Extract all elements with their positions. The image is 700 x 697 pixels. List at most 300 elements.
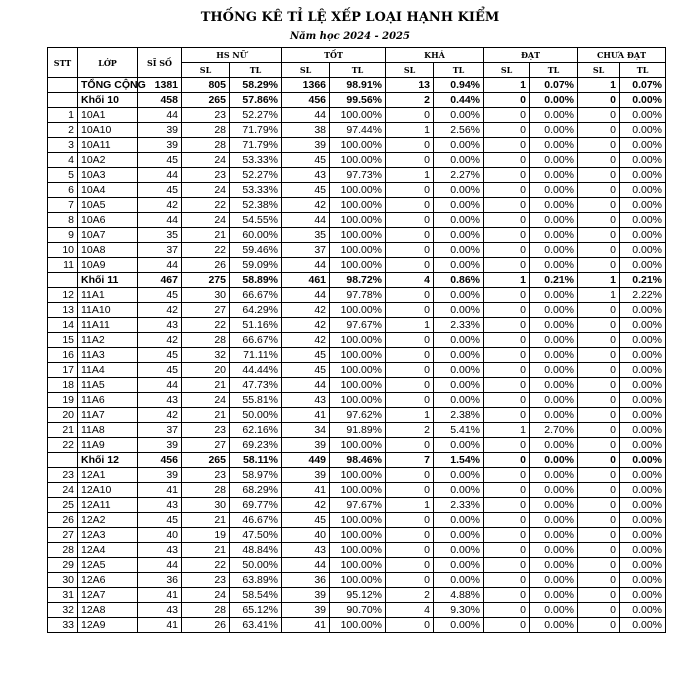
header-lop: LỚP [78,48,138,78]
header-tot: TỐT [282,48,386,63]
row-fail-rate: 0.00% [620,153,666,168]
row-pass-count: 1 [484,78,530,93]
row-pass-rate: 0.00% [530,438,578,453]
row-pass-rate: 2.70% [530,423,578,438]
row-stt: 18 [48,378,78,393]
row-fair-count: 4 [386,603,434,618]
header-row-top [48,48,666,63]
row-pass-count: 0 [484,543,530,558]
row-fair-rate: 0.00% [434,213,484,228]
row-pass-rate: 0.00% [530,333,578,348]
row-fail-rate: 0.00% [620,528,666,543]
header-cd-tl: TL [620,63,666,78]
row-female-rate: 63.89% [230,573,282,588]
row-fair-count: 1 [386,168,434,183]
row-pass-rate: 0.00% [530,363,578,378]
row-female-rate: 69.23% [230,438,282,453]
row-female-rate: 71.79% [230,138,282,153]
row-si-so: 43 [138,498,182,513]
row-female-rate: 52.27% [230,108,282,123]
row-female-rate: 62.16% [230,423,282,438]
row-fail-rate: 0.00% [620,483,666,498]
row-si-so: 45 [138,348,182,363]
row-class-name: 11A8 [78,423,138,438]
row-good-rate: 100.00% [330,393,386,408]
row-fail-count: 0 [578,468,620,483]
row-fail-count: 0 [578,543,620,558]
table-row [48,618,666,633]
row-stt: 32 [48,603,78,618]
row-class-name: 12A8 [78,603,138,618]
row-fair-count: 2 [386,588,434,603]
row-fair-count: 0 [386,108,434,123]
row-fail-rate: 0.00% [620,303,666,318]
table-row [48,198,666,213]
row-pass-rate: 0.00% [530,93,578,108]
row-fail-rate: 0.00% [620,603,666,618]
row-stt: 6 [48,183,78,198]
row-fair-count: 0 [386,288,434,303]
row-good-count: 41 [282,618,330,633]
row-good-rate: 100.00% [330,228,386,243]
row-class-name: 12A3 [78,528,138,543]
row-pass-count: 0 [484,468,530,483]
row-female-count: 23 [182,468,230,483]
table-row [48,333,666,348]
row-stt: 8 [48,213,78,228]
row-fail-count: 0 [578,318,620,333]
row-female-count: 21 [182,228,230,243]
table-row [48,348,666,363]
row-good-count: 44 [282,108,330,123]
row-good-rate: 95.12% [330,588,386,603]
row-class-name: 11A9 [78,438,138,453]
row-female-rate: 53.33% [230,153,282,168]
row-si-so: 45 [138,153,182,168]
row-si-so: 39 [138,438,182,453]
row-class-name: 12A2 [78,513,138,528]
row-good-rate: 100.00% [330,618,386,633]
row-pass-count: 0 [484,573,530,588]
row-fail-rate: 0.21% [620,273,666,288]
table-row [48,258,666,273]
row-female-rate: 69.77% [230,498,282,513]
row-class-name: 12A10 [78,483,138,498]
row-fail-rate: 0.00% [620,618,666,633]
row-fair-rate: 0.00% [434,303,484,318]
row-stt: 31 [48,588,78,603]
row-good-count: 45 [282,513,330,528]
row-stt: 22 [48,438,78,453]
table-row [48,573,666,588]
row-pass-count: 0 [484,588,530,603]
row-stt: 20 [48,408,78,423]
grade-group-row [48,273,666,288]
row-good-rate: 97.44% [330,123,386,138]
row-good-rate: 100.00% [330,198,386,213]
row-good-count: 41 [282,408,330,423]
row-fail-rate: 0.00% [620,333,666,348]
row-fair-rate: 1.54% [434,453,484,468]
row-class-name: 11A6 [78,393,138,408]
row-class-name: 11A4 [78,363,138,378]
row-class-name: Khối 10 [78,93,138,108]
row-female-rate: 65.12% [230,603,282,618]
header-kha: KHÁ [386,48,484,63]
row-fair-count: 1 [386,318,434,333]
row-female-rate: 66.67% [230,288,282,303]
row-stt: 4 [48,153,78,168]
row-fair-count: 0 [386,543,434,558]
row-pass-count: 0 [484,303,530,318]
row-fail-rate: 0.00% [620,123,666,138]
row-pass-count: 0 [484,558,530,573]
row-fail-count: 0 [578,588,620,603]
row-pass-count: 0 [484,198,530,213]
table-header [48,48,666,78]
table-row [48,123,666,138]
row-female-count: 22 [182,198,230,213]
row-fair-rate: 0.94% [434,78,484,93]
table-row [48,213,666,228]
row-stt: 11 [48,258,78,273]
row-si-so: 39 [138,138,182,153]
row-fail-count: 1 [578,273,620,288]
row-class-name: 10A7 [78,228,138,243]
row-female-rate: 59.09% [230,258,282,273]
row-fair-count: 0 [386,258,434,273]
row-female-rate: 59.46% [230,243,282,258]
row-good-count: 43 [282,168,330,183]
row-stt: 25 [48,498,78,513]
row-good-rate: 100.00% [330,483,386,498]
row-fair-rate: 4.88% [434,588,484,603]
row-class-name: 12A1 [78,468,138,483]
row-si-so: 37 [138,423,182,438]
row-pass-count: 0 [484,393,530,408]
row-fail-count: 0 [578,243,620,258]
table-row [48,543,666,558]
row-good-rate: 100.00% [330,543,386,558]
row-fair-count: 0 [386,483,434,498]
header-nu-sl: SL [182,63,230,78]
row-pass-rate: 0.00% [530,318,578,333]
row-female-count: 27 [182,303,230,318]
row-fail-rate: 0.00% [620,498,666,513]
row-good-count: 449 [282,453,330,468]
row-pass-rate: 0.00% [530,603,578,618]
row-pass-count: 0 [484,168,530,183]
row-pass-count: 0 [484,363,530,378]
row-fail-count: 0 [578,213,620,228]
row-class-name: 11A7 [78,408,138,423]
row-fair-rate: 0.00% [434,378,484,393]
row-fair-count: 0 [386,153,434,168]
header-nu-tl: TL [230,63,282,78]
row-female-rate: 71.11% [230,348,282,363]
row-stt: 14 [48,318,78,333]
table-row [48,603,666,618]
row-fair-rate: 0.00% [434,363,484,378]
row-fail-count: 0 [578,183,620,198]
row-female-count: 28 [182,483,230,498]
row-female-count: 26 [182,258,230,273]
row-fair-rate: 0.00% [434,558,484,573]
row-class-name: TỔNG CỘNG [78,78,138,93]
row-si-so: 1381 [138,78,182,93]
row-fail-rate: 0.00% [620,393,666,408]
row-class-name: 10A8 [78,243,138,258]
row-good-count: 45 [282,183,330,198]
row-female-rate: 60.00% [230,228,282,243]
row-fair-rate: 0.00% [434,573,484,588]
row-stt: 19 [48,393,78,408]
header-stt: STT [48,48,78,78]
row-si-so: 45 [138,513,182,528]
row-good-count: 39 [282,438,330,453]
row-fair-rate: 0.00% [434,138,484,153]
row-pass-count: 0 [484,378,530,393]
row-female-count: 275 [182,273,230,288]
row-good-rate: 100.00% [330,468,386,483]
row-pass-count: 0 [484,438,530,453]
row-fair-rate: 5.41% [434,423,484,438]
row-si-so: 45 [138,288,182,303]
row-female-count: 24 [182,153,230,168]
row-good-rate: 97.67% [330,498,386,513]
row-fail-rate: 0.00% [620,423,666,438]
row-female-rate: 68.29% [230,483,282,498]
row-fair-count: 0 [386,363,434,378]
row-pass-rate: 0.00% [530,303,578,318]
row-pass-count: 0 [484,138,530,153]
row-pass-rate: 0.00% [530,183,578,198]
row-good-rate: 100.00% [330,558,386,573]
row-fair-rate: 9.30% [434,603,484,618]
row-fair-rate: 2.33% [434,498,484,513]
row-si-so: 37 [138,243,182,258]
row-fail-rate: 0.00% [620,108,666,123]
row-good-rate: 98.72% [330,273,386,288]
row-fail-count: 0 [578,618,620,633]
row-good-rate: 100.00% [330,153,386,168]
header-dat-tl: TL [530,63,578,78]
row-fair-count: 0 [386,573,434,588]
row-fair-rate: 0.00% [434,258,484,273]
row-fail-count: 0 [578,333,620,348]
row-good-rate: 91.89% [330,423,386,438]
row-fail-rate: 0.00% [620,348,666,363]
row-pass-rate: 0.00% [530,483,578,498]
row-good-count: 44 [282,558,330,573]
row-good-count: 461 [282,273,330,288]
row-female-count: 24 [182,213,230,228]
row-fair-rate: 0.00% [434,543,484,558]
row-fair-rate: 0.00% [434,348,484,363]
table-row [48,408,666,423]
row-fail-count: 0 [578,378,620,393]
row-fair-count: 0 [386,393,434,408]
row-stt: 10 [48,243,78,258]
row-female-count: 28 [182,333,230,348]
header-tot-sl: SL [282,63,330,78]
row-fair-rate: 0.00% [434,108,484,123]
row-pass-count: 0 [484,318,530,333]
row-fail-count: 0 [578,123,620,138]
row-stt: 30 [48,573,78,588]
row-pass-count: 0 [484,108,530,123]
row-good-rate: 100.00% [330,303,386,318]
row-female-rate: 71.79% [230,123,282,138]
row-stt [48,453,78,468]
table-row [48,588,666,603]
total-row [48,78,666,93]
row-fail-count: 0 [578,438,620,453]
row-class-name: 10A1 [78,108,138,123]
row-class-name: 11A11 [78,318,138,333]
row-good-count: 39 [282,468,330,483]
row-fail-count: 0 [578,303,620,318]
row-stt: 26 [48,513,78,528]
row-fail-rate: 0.00% [620,588,666,603]
row-female-count: 24 [182,183,230,198]
row-pass-count: 0 [484,183,530,198]
row-female-rate: 63.41% [230,618,282,633]
row-si-so: 41 [138,483,182,498]
row-pass-count: 0 [484,483,530,498]
header-cd-sl: SL [578,63,620,78]
row-good-rate: 100.00% [330,438,386,453]
row-fail-rate: 0.00% [620,453,666,468]
row-stt: 3 [48,138,78,153]
row-female-count: 19 [182,528,230,543]
row-female-rate: 51.16% [230,318,282,333]
row-pass-rate: 0.00% [530,243,578,258]
row-fail-count: 0 [578,153,620,168]
row-si-so: 39 [138,123,182,138]
row-female-rate: 46.67% [230,513,282,528]
table-row [48,228,666,243]
row-fair-rate: 0.00% [434,468,484,483]
row-stt: 5 [48,168,78,183]
row-pass-rate: 0.00% [530,588,578,603]
row-good-rate: 100.00% [330,513,386,528]
row-good-count: 456 [282,93,330,108]
row-pass-count: 0 [484,213,530,228]
row-pass-count: 0 [484,153,530,168]
row-class-name: 11A3 [78,348,138,363]
row-good-count: 43 [282,393,330,408]
row-fair-count: 0 [386,303,434,318]
row-female-count: 22 [182,318,230,333]
row-stt: 17 [48,363,78,378]
row-pass-count: 0 [484,123,530,138]
row-stt: 1 [48,108,78,123]
row-fair-count: 7 [386,453,434,468]
row-female-count: 21 [182,378,230,393]
row-female-rate: 47.50% [230,528,282,543]
row-female-count: 30 [182,498,230,513]
row-pass-count: 0 [484,228,530,243]
row-stt: 23 [48,468,78,483]
row-pass-count: 1 [484,273,530,288]
row-fair-count: 0 [386,213,434,228]
header-dat-sl: SL [484,63,530,78]
table-row [48,528,666,543]
table-row [48,243,666,258]
row-fail-count: 0 [578,513,620,528]
row-good-rate: 100.00% [330,243,386,258]
table-row [48,183,666,198]
row-fail-rate: 0.00% [620,438,666,453]
row-good-count: 42 [282,333,330,348]
report-title: THỐNG KÊ TỈ LỆ XẾP LOẠI HẠNH KIỂM [200,10,500,25]
row-stt [48,78,78,93]
row-si-so: 44 [138,168,182,183]
table-row [48,318,666,333]
row-pass-rate: 0.00% [530,453,578,468]
row-fail-rate: 0.00% [620,183,666,198]
row-si-so: 39 [138,468,182,483]
row-pass-rate: 0.00% [530,108,578,123]
row-si-so: 44 [138,258,182,273]
row-good-rate: 97.78% [330,288,386,303]
row-pass-count: 0 [484,333,530,348]
row-stt: 7 [48,198,78,213]
row-good-count: 41 [282,483,330,498]
row-class-name: 12A6 [78,573,138,588]
row-good-count: 45 [282,363,330,378]
table-row [48,138,666,153]
table-row [48,438,666,453]
row-fair-rate: 0.00% [434,228,484,243]
row-fair-count: 4 [386,273,434,288]
row-fail-count: 0 [578,498,620,513]
header-kha-sl: SL [386,63,434,78]
row-fail-rate: 0.00% [620,168,666,183]
row-si-so: 45 [138,363,182,378]
row-si-so: 44 [138,378,182,393]
table-row [48,108,666,123]
row-stt: 12 [48,288,78,303]
row-female-count: 27 [182,438,230,453]
row-si-so: 42 [138,303,182,318]
row-female-count: 32 [182,348,230,363]
row-female-rate: 58.97% [230,468,282,483]
row-female-count: 21 [182,408,230,423]
row-fail-rate: 0.00% [620,138,666,153]
row-class-name: 10A4 [78,183,138,198]
grade-group-row [48,93,666,108]
row-pass-count: 0 [484,528,530,543]
row-good-count: 45 [282,348,330,363]
row-pass-count: 0 [484,288,530,303]
row-female-rate: 48.84% [230,543,282,558]
row-fair-count: 2 [386,423,434,438]
row-pass-rate: 0.00% [530,348,578,363]
row-female-rate: 58.11% [230,453,282,468]
row-fair-count: 1 [386,123,434,138]
row-good-count: 42 [282,498,330,513]
row-good-count: 36 [282,573,330,588]
row-si-so: 44 [138,213,182,228]
row-fair-rate: 0.00% [434,333,484,348]
row-good-rate: 100.00% [330,528,386,543]
row-fair-rate: 0.00% [434,198,484,213]
row-fair-count: 1 [386,498,434,513]
row-fail-count: 0 [578,348,620,363]
row-good-count: 35 [282,228,330,243]
